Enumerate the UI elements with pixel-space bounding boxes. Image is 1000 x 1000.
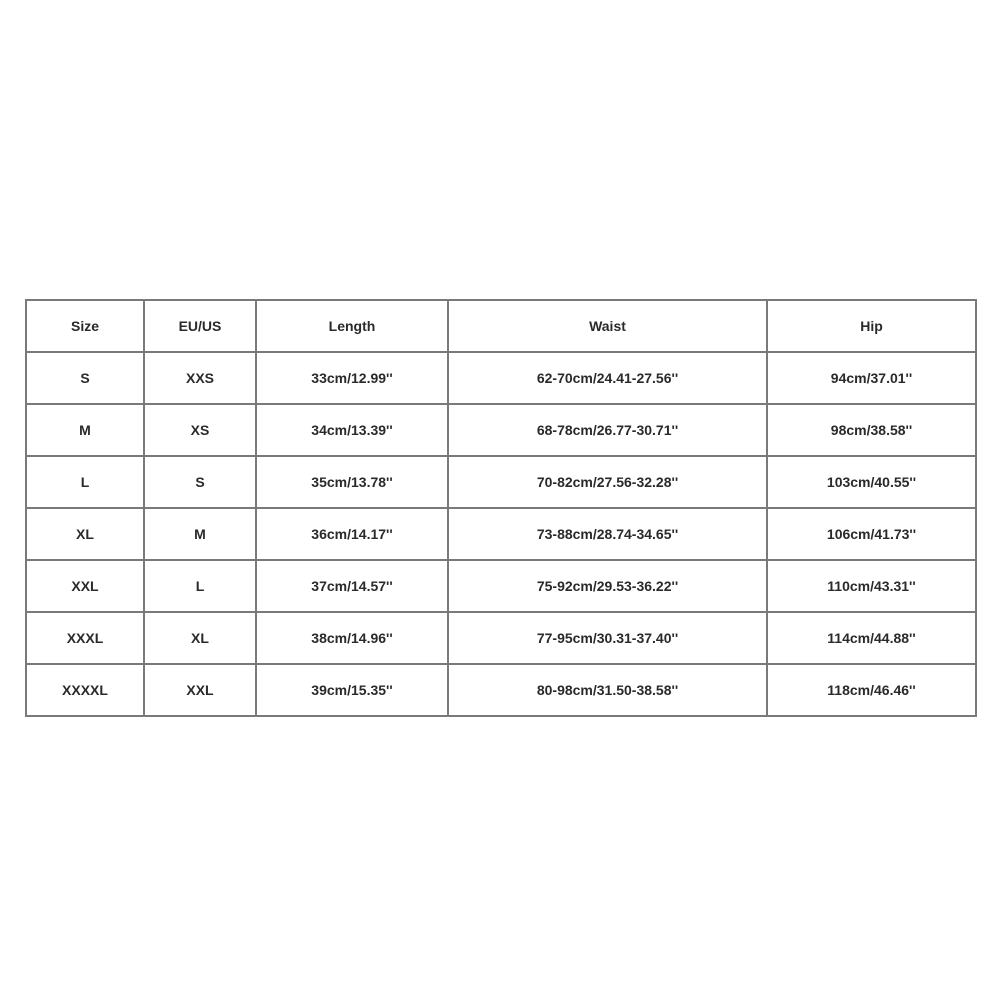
header-waist: Waist [448,300,767,352]
cell-eu-us: M [144,508,256,560]
cell-length: 36cm/14.17'' [256,508,448,560]
size-chart-table [25,299,977,717]
cell-waist: 80-98cm/31.50-38.58'' [448,664,767,716]
cell-waist: 70-82cm/27.56-32.28'' [448,456,767,508]
table-row [26,508,976,560]
table-row [26,456,976,508]
cell-length: 38cm/14.96'' [256,612,448,664]
cell-eu-us: XXS [144,352,256,404]
cell-size: S [26,352,144,404]
cell-length: 34cm/13.39'' [256,404,448,456]
cell-size: XL [26,508,144,560]
cell-length: 33cm/12.99'' [256,352,448,404]
table-row [26,612,976,664]
cell-waist: 73-88cm/28.74-34.65'' [448,508,767,560]
header-hip: Hip [767,300,976,352]
header-eu-us: EU/US [144,300,256,352]
cell-size: XXL [26,560,144,612]
cell-length: 35cm/13.78'' [256,456,448,508]
cell-eu-us: S [144,456,256,508]
cell-hip: 94cm/37.01'' [767,352,976,404]
cell-eu-us: XXL [144,664,256,716]
table-header-row [26,300,976,352]
cell-eu-us: L [144,560,256,612]
cell-length: 39cm/15.35'' [256,664,448,716]
cell-hip: 98cm/38.58'' [767,404,976,456]
cell-size: M [26,404,144,456]
cell-size: XXXL [26,612,144,664]
cell-waist: 77-95cm/30.31-37.40'' [448,612,767,664]
cell-size: XXXXL [26,664,144,716]
cell-hip: 114cm/44.88'' [767,612,976,664]
cell-hip: 118cm/46.46'' [767,664,976,716]
cell-eu-us: XL [144,612,256,664]
table-row [26,560,976,612]
table-row [26,352,976,404]
cell-waist: 68-78cm/26.77-30.71'' [448,404,767,456]
cell-waist: 62-70cm/24.41-27.56'' [448,352,767,404]
cell-waist: 75-92cm/29.53-36.22'' [448,560,767,612]
table-row [26,404,976,456]
table-row [26,664,976,716]
header-length: Length [256,300,448,352]
header-size: Size [26,300,144,352]
cell-hip: 110cm/43.31'' [767,560,976,612]
cell-eu-us: XS [144,404,256,456]
cell-hip: 106cm/41.73'' [767,508,976,560]
cell-length: 37cm/14.57'' [256,560,448,612]
cell-size: L [26,456,144,508]
cell-hip: 103cm/40.55'' [767,456,976,508]
